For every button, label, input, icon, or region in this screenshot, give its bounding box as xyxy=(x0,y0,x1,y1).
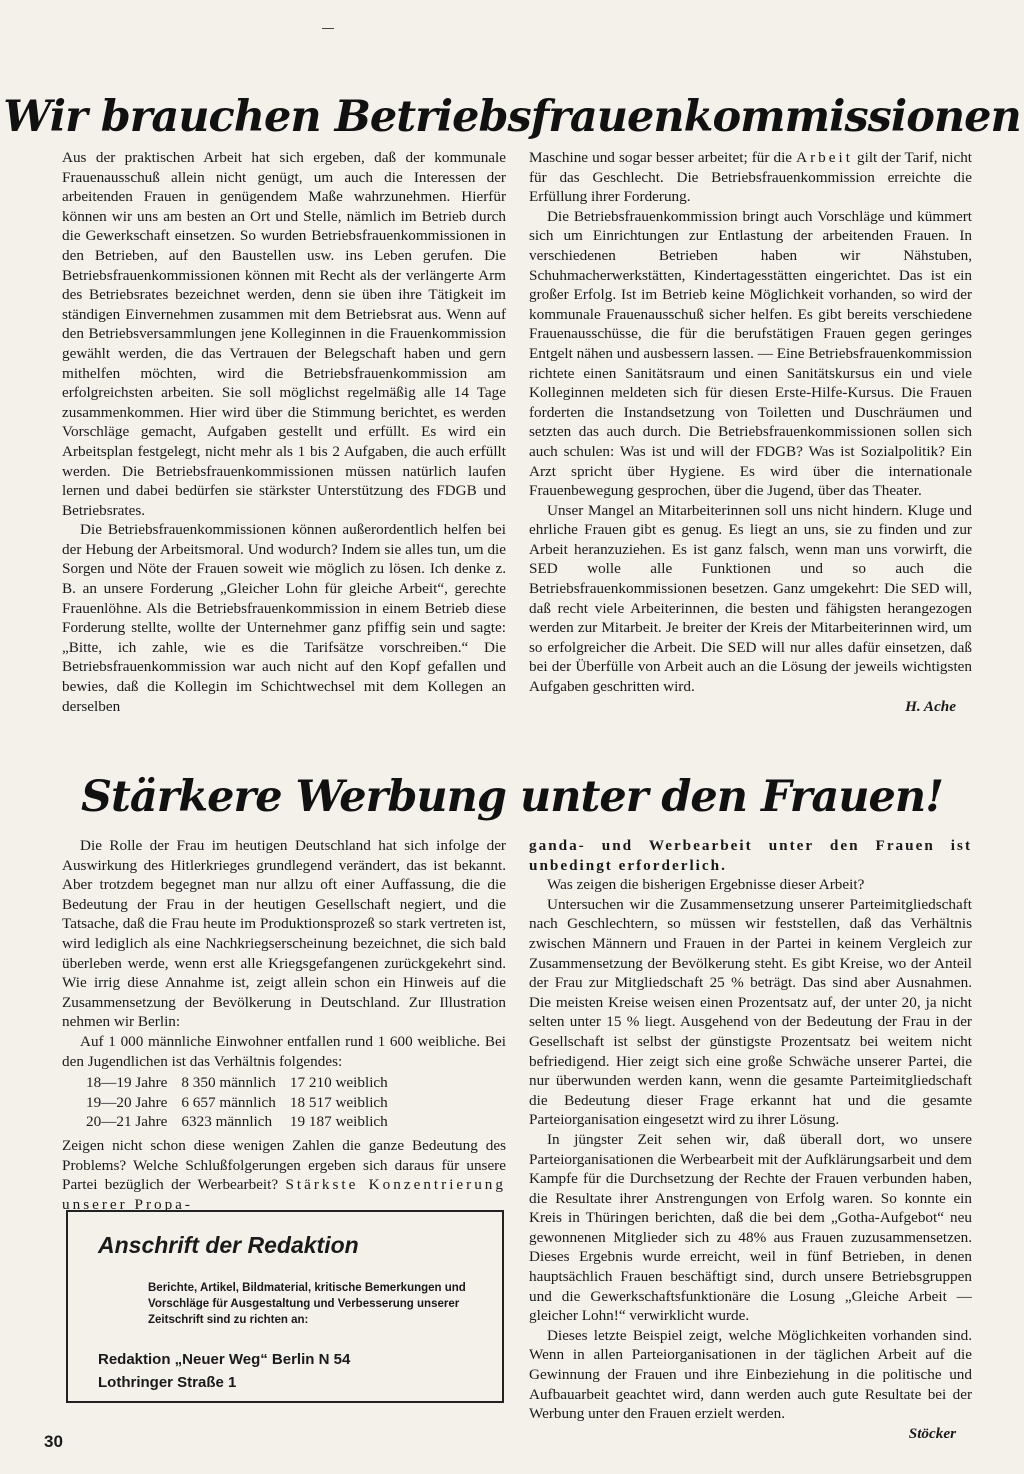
article1-paragraph xyxy=(529,148,972,207)
table-row xyxy=(86,1093,402,1113)
article1-right-column xyxy=(529,148,972,743)
address-line: Redaktion „Neuer Weg“ Berlin N 54 xyxy=(98,1351,351,1368)
article1-author: H. Ache xyxy=(905,697,956,715)
table-cell: 19—20 Jahre xyxy=(86,1093,168,1111)
table-cell: 6323 männlich xyxy=(181,1113,273,1131)
table-cell: 6 657 männlich xyxy=(181,1093,276,1111)
address-line: Lothringer Straße 1 xyxy=(98,1374,237,1391)
article2-paragraph: In jüngster Zeit sehen wir, daß überall dort, wo unsere Parteiorganisationen die Werbearbeit mit der Aufklärungsarbeit und dem Kampfe für die Durchsetzung der Rechte der Frauen verbunden haben, die Resultate ihrer Anstrengungen von Erfolg waren. So konnte ein Kreis in Thüringen berichten, daß die bei dem „Gotha-Aufgebot“ neu gewonnenen Mitglieder sich zu 48% aus Frauen zuzusammensetzen. Dieses Ergebnis wurde erreicht, weil in fünf Betrieben, in denen hauptsächlich Frauen beschäftigt sind, durch unsere Betriebsgruppen und die Gewerkschaftsfunktionäre die Losung „Gleiche Arbeit — gleicher Lohn!“ verwirklicht wurde. xyxy=(529,1130,972,1325)
table-cell: 18—19 Jahre xyxy=(86,1074,168,1092)
table-row xyxy=(86,1073,402,1093)
article1-paragraph: Die Betriebsfrauenkommissionen können außerordentlich helfen bei der Hebung der Arbeitsmoral. Und wodurch? Indem sie alles tun, um die Sorgen und Nöte der Frauen soweit wie möglich zu lösen. Ich denke z. B. an unsere Forderung „Gleicher Lohn für gleiche Arbeit“, gerechte Frauenlöhne. Als die Betriebsfrauenkommission in einem Betrieb diese Forderung stellte, wollte der Unternehmer ganz pfiffig sein und sagte: „Bitte, ich zahle, wie es die Tarifsätze vorschreiben.“ Die Betriebsfrauenkommission war auch nicht auf den Kopf gefallen und bewies, daß die Kollegin im Schichtwechsel mit dem Kollegen an derselben xyxy=(62,521,506,715)
article2-paragraph: Untersuchen wir die Zusammensetzung unserer Parteimitgliedschaft nach Geschlechtern, so müssen wir feststellen, daß das Verhältnis zwischen Männern und Frauen in der Partei in keinem Vergleich zur Zusammensetzung der Bevölkerung steht. Es gibt Kreise, wo der Anteil der Frau zur Mitgliedschaft 25 % beträgt. Das sind aber Ausnahmen. Die meisten Kreise weisen einen Prozentsatz auf, der unter 20, ja nicht selten unter 15 % liegt. Ausgehend von der Bedeutung der Frau in der Gesellschaft ist selbst der günstigste Prozentsatz bei weitem nicht befriedigend. Hier zeigt sich eine große Schwäche unserer Partei, die nur überwunden werden kann, wenn die gesamte Parteimitgliedschaft die Bedeutung dieser Frage erkannt hat und die gesamte Parteiorganisation eingesetzt wird zu ihrer Lösung. xyxy=(529,895,972,1129)
text-run: Maschine und sogar besser arbeitet; für die xyxy=(529,149,793,166)
page-number: 30 xyxy=(44,1432,63,1451)
editorial-box-body: Berichte, Artikel, Bildmaterial, kritische Bemerkungen und Vorschläge für Ausgestaltung und Verbesserung unserer Zeitschrift sind zu richten an: xyxy=(148,1282,466,1326)
table-cell: 20—21 Jahre xyxy=(86,1113,168,1131)
editorial-box-title: Anschrift der Redaktion xyxy=(98,1232,359,1258)
article2-right-column xyxy=(529,836,972,1442)
top-dash xyxy=(322,28,334,29)
editorial-address-box xyxy=(66,1210,504,1403)
article2-paragraph xyxy=(62,1136,506,1214)
article2-headline: Stärkere Werbung unter den Frauen! xyxy=(80,772,944,822)
article2-paragraph: Was zeigen die bisherigen Ergebnisse dieser Arbeit? xyxy=(547,876,865,894)
population-table xyxy=(86,1073,402,1132)
table-cell: 19 187 weiblich xyxy=(289,1113,388,1131)
article2-paragraph: Dieses letzte Beispiel zeigt, welche Möglichkeiten vorhanden sind. Wenn in allen Parteiorganisationen in der täglichen Arbeit auf die Gewinnung der Frauen und ihre Einbeziehung in die politische und Aufbauarbeit geachtet wird, dann werden auch gute Resultate bei der Werbung unter den Frauen erzielt werden. xyxy=(529,1326,972,1423)
article1-left-column xyxy=(62,148,506,758)
table-cell: 8 350 männlich xyxy=(181,1074,276,1092)
article2-paragraph: Die Rolle der Frau im heutigen Deutschland hat sich infolge der Auswirkung des Hitlerkrieges grundlegend verändert, das ist bekannt. Aber trotzdem begegnet man nur allzu oft einer Auffassung, die die Bedeutung der Frau in der heutigen Gesellschaft negiert, und die Tatsache, daß die Frau heute im Produktionsprozeß so stark vertreten ist, wird lediglich als eine Nachkriegserscheinung bezeichnet, die sich bald überleben werde, wenn erst alle Kriegsgefangenen zurückgekehrt sind. Wie irrig diese Annahme ist, zeigt allein schon ein Hinweis auf die Zusammensetzung der Bevölkerung in Deutschland. Zur Illustration nehmen wir Berlin: xyxy=(62,837,506,1031)
text-run: gilt der Tarif, nicht für das Geschlecht. Die Betriebsfrauenkommission erreichte die Erfüllung ihrer Forderung. xyxy=(529,149,973,206)
spaced-emphasis: ganda- und Werbearbeit unter den Frauen ist unbedingt erforderlich. xyxy=(529,837,972,874)
article1-headline: Wir brauchen Betriebsfrauenkommissionen xyxy=(3,92,1021,142)
table-cell: 17 210 weiblich xyxy=(289,1074,388,1092)
article1-paragraph: Unser Mangel an Mitarbeiterinnen soll uns nicht hindern. Kluge und ehrliche Frauen gibt es genug. Es liegt an uns, sie zu finden und zur Arbeit heranzuziehen. Es ist ganz falsch, wenn man uns vorwirft, die SED wolle alle Funktionen und so auch die Betriebsfrauenkommissionen besetzen. Ganz umgekehrt: Die SED will, daß recht viele Arbeiterinnen, die besten und fähigsten herangezogen werden zur Mitarbeit. Je breiter der Kreis der Mitarbeiterinnen wird, um so erfolgreicher die Arbeit. Die SED will nur alles dafür einsetzen, daß bei der Überfülle von Arbeit auch an die Lösung der jeweils wichtigsten Aufgaben geschritten wird. xyxy=(529,501,972,696)
spaced-word: Arbeit xyxy=(796,149,853,166)
article2-left-column xyxy=(62,836,506,1213)
article2-paragraph: Auf 1 000 männliche Einwohner entfallen rund 1 600 weibliche. Bei den Jugendlichen ist das Verhältnis folgendes: xyxy=(62,1032,506,1070)
article1-paragraph: Die Betriebsfrauenkommission bringt auch Vorschläge und kümmert sich um Einrichtungen zur Entlastung der arbeitenden Frauen. In verschiedenen Betrieben haben wir Nähstuben, Schuhmacherwerkstätten, Kindertagesstätten eingerichtet. Das ist ein großer Erfolg. Ist im Betrieb keine Möglichkeit vorhanden, so wird der kommunale Frauenausschuß sicher helfen. Es gibt bereits verschiedene Frauenausschüsse, die für die berufstätigen Frauen gegen geringes Entgelt nähen und ausbessern lassen. — Eine Betriebsfrauenkommission richtete einen Sanitätsraum und einen Sanitätskursus ein und viele Kolleginnen meldeten sich für diesen Erste-Hilfe-Kursus. Die Frauen forderten die Instandsetzung von Toiletten und Duschräumen und setzten das auch durch. Die Betriebsfrauenkommissionen sollen sich auch schulen: Was ist und will der FDGB? Was ist Sozialpolitik? Ein Arzt spricht über Hygiene. Es wird über die internationale Frauenbewegung gesprochen, über die Jugend, über das Theater. xyxy=(529,207,972,500)
editorial-address xyxy=(98,1348,350,1394)
article1-paragraph: Aus der praktischen Arbeit hat sich ergeben, daß der kommunale Frauenausschuß allein nicht genügt, um auch die Interessen der arbeitenden Frauen in genügendem Maße wahrzunehmen. Hierfür können wir uns am besten an Ort und Stelle, nämlich im Betrieb durch die Gewerkschaft einsetzen. So wurden Betriebsfrauenkommissionen in den Betrieben, auf den Baustellen usw. ins Leben gerufen. Die Betriebsfrauenkommissionen können mit Recht als der verlängerte Arm des Betriebsrates bezeichnet werden, denn sie üben ihre Tätigkeit im ständigen Einvernehmen zusammen mit dem Betriebsrat aus. Wenn auf den Betriebsversammlungen jene Kolleginnen in die Frauenkommission gewählt werden, die das Vertrauen der Belegschaft haben und gern mithelfen möchten, wird die Betriebsfrauenkommission am erfolgreichsten arbeiten. Sie soll möglichst regelmäßig alle 14 Tage zusammenkommen. Hier wird über die Stimmung berichtet, es werden Vorschläge gemacht, Aufgaben gestellt und erfüllt. Es wird ein Arbeitsplan festgelegt, nicht mehr als 1 bis 2 Aufgaben, die auch erfüllt werden. Die Betriebsfrauenkommissionen müssen natürlich laufen lernen und dabei bedürfen sie stärkster Unterstützung des FDGB und Betriebsrates. xyxy=(62,149,506,519)
table-row xyxy=(86,1112,402,1132)
text-run: Zeigen nicht schon diese wenigen Zahlen die ganze Bedeutung des Problems? Welche Schlußfolgerungen ergeben sich daraus für unsere Partei bezüglich der Werbearbeit? xyxy=(62,1136,506,1194)
article2-author: Stöcker xyxy=(908,1424,956,1442)
table-cell: 18 517 weiblich xyxy=(289,1093,388,1111)
spaced-text: Stärkste Konzentrierung unserer Propa- xyxy=(62,1176,506,1213)
